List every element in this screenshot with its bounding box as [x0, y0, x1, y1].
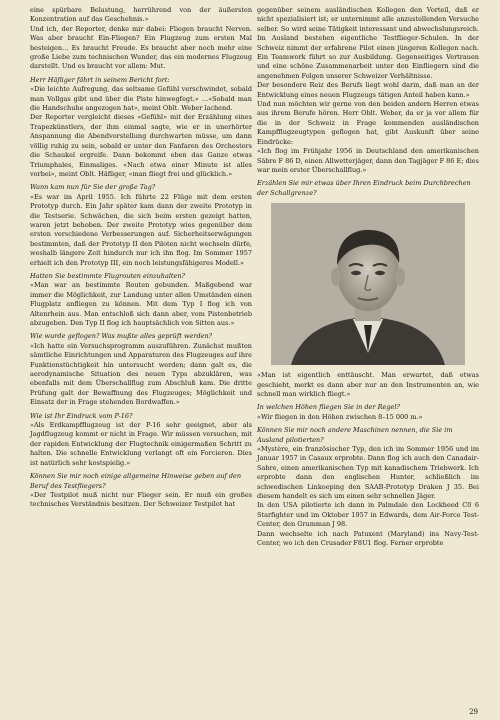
paragraph: «Der Testpilot muß nicht nur Flieger sein. Er muß ein großes technisches Verständnis besitzen. Der Schweizer Testpilot hat [30, 490, 252, 509]
paragraph: «Man ist eigentlich enttäuscht. Man erwartet, daß etwas geschieht, merkt es dann aber nur an den Instrumenten an, wie schnell man wirklich fliegt.» [257, 371, 479, 398]
question-heading: Wann kam nun für Sie der große Tag? [30, 183, 156, 192]
paragraph: Und ich, der Reporter, denke mir dabei: Fliegen braucht Nerven. Was aber braucht Ein-Fliegen? Ein Flugzeug zum ersten Mal besteigen… Es braucht Freude. Es braucht aber noch mehr eine große Liebe zum technischen Wunder, das ein modernes Flugzeug darstellt. Und es braucht vor allem: Mut. [30, 24, 252, 71]
page-number: 29 [469, 708, 478, 716]
paragraph: «Als Erdkampfflugzeug ist der P-16 sehr geeignet, aber als Jagdflugzeug kommt er nicht in Frage. Wir müssen versuchen, mit der rapiden Entwicklung der Flugtechnik einigermaßen Schritt zu halten. Die schnelle Entwicklung verlangt oft ein Forcieren. Dies ist natürlich sehr kostspielig.» [30, 421, 252, 467]
portrait-photo [271, 203, 465, 365]
question-heading: Wie ist Ihr Eindruck vom P-16? [30, 411, 133, 420]
left-column [30, 6, 252, 510]
paragraph: «Wir fliegen in den Höhen zwischen 8–15 000 m.» [257, 412, 423, 421]
paragraph: «Man war an bestimmte Routen gebunden. Maßgebend war immer die Möglichkeit, zur Landung unter allen Umständen einen Flugplatz anfliegen zu können. Mit dem Typ I flog ich von Altenrhein aus. Man entschloß sich dann aber, vom Pistenbetrieb abzugeben. Den Typ II flog ich hauptsächlich von Sitten aus.» [30, 281, 252, 327]
question-heading: Erzählen Sie mir etwas über Ihren Eindruck beim Durchbrechen der Schallgrenze? [257, 179, 471, 197]
question-heading: Herr Häfliger fährt in seinem Bericht fort: [30, 75, 170, 84]
question-heading: Hatten Sie bestimmte Flugrouten einzuhalten? [30, 271, 186, 280]
right-column-bottom [257, 371, 479, 548]
paragraph: «Es war im April 1955. Ich führte 22 Flüge mit dem ersten Prototyp durch. Ein Jahr später kam dann der zweite Prototyp in die Testserie. Schwächen, die sich beim ersten gezeigt hatten, waren jetzt behoben. Der zweite Prototyp wies gegenüber dem ersten verschiedene Verbesserungen auf. Sicherheitserwägungen bestimmten, daß der Prototyp II den Piloten nicht wechseln dürfe, weshalb längere Zeit hindurch nur ich ihn flog. Im Sommer 1957 erhielt ich den Prototyp III, ein noch leistungsfähigeres Modell.» [30, 192, 252, 267]
paragraph: Dann wechselte ich nach Patuxent (Maryland) ins Navy-Test-Center, wo ich den Crusader F8U1 flog. Ferner erprobte [257, 529, 479, 548]
paragraph: Der Reporter vergleicht dieses «Gefühl» mit der Erzählung eines Trapezkünstlers, der ihm einmal sagte, wie er in unerhörter Anspannung die Abendvorstellung durchwarten müsse, um dann völlig ruhig zu sein, sobald er unter den Fanfaren des Orchesters die Schaukel ergreife. Dann bekommt eben das Ganze etwas Triumphales, Einmaliges. «Nach etwa einer Minute ist alles vorbei», meint Oblt. Häfliger, «man fliegt frei und glücklich.» [30, 113, 252, 178]
portrait-icon [271, 203, 465, 365]
question-heading: Können Sie mir noch andere Maschinen nennen, die Sie im Ausland pilotierten? [257, 426, 453, 444]
question-heading: Können Sie mir noch einige allgemeine Hinweise geben auf den Beruf des Testfliegers? [30, 472, 242, 490]
right-column-top [257, 6, 479, 198]
paragraph: Der besondere Reiz des Berufs liegt wohl darin, daß man an der Entwicklung eines neuen Flugzeugs tätigen Anteil haben kann.» [257, 81, 479, 99]
question-heading: In welchen Höhen fliegen Sie in der Regel? [257, 403, 400, 412]
paragraph: eine spürbare Belastung, herrührend von der äußersten Konzentration auf das Geschehnis.» [30, 6, 252, 24]
paragraph: gegenüber seinem ausländischen Kollegen den Vorteil, daß er nicht spezialisiert ist; er unternimmt alle anzustellenden Versuche selber. So wird seine Tätigkeit interessant und abwechslungsreich. Im Ausland bestehen eigentliche Testflieger-Schulen. In der Schweiz nimmt der erfahrene Pilot einen jüngeren Kollegen nach. Ein Teamwork führt so zur Ausbildung. Gegenseitiges Vertrauen und eine schöne Zusammenarbeit unter den Einfliegern sind die angenehmen Folgen unserer Schweizer Verhältnisse. [257, 6, 479, 80]
paragraph: «Mystère, ein französischer Typ, den ich im Sommer 1956 und im Januar 1957 in Casaux erprobte. Dann flog ich auch den Canadair-Sabre, einen amerikanischen Typ mit kanadischem Triebwerk. Ich erprobte dann den englischen Hunter, schließlich im schwedischen Linkoeping den SAAB-Prototyp Draken J 35. Bei diesem handelt es sich um einen sehr schnellen Jäger. [257, 444, 479, 500]
paragraph: In den USA pilotierte ich dann in Palmdale den Lockheed C0 6 Starfighter und im Oktober 1957 in Edwards, dem Air-Force Test-Center, den Grumman J 98. [257, 501, 479, 529]
paragraph: «Die leichte Aufregung, das seltsame Gefühl verschwindet, sobald man Vollgas gibt und über die Piste hinwegfegt.» …«Sobald man die Handschuhe angezogen hat», meint Oblt. Weber lachend. [30, 85, 252, 113]
paragraph: «Ich hatte ein Versuchsprogramm auszuführen. Zunächst mußten sämtliche Einrichtungen und Apparaturen des Flugzeuges auf ihre Funktionstüchtigkeit hin untersucht werden; dann galt es, die aerodynamische Situation des neuen Typs abzuklären, was ebenfalls mit dem Überschallflug zum Abschluß kam. Die dritte Prüfung galt der Bewaffnung des Flugzeuges; Möglichkeit und Einsatz der in Frage stehenden Bordwaffen.» [30, 341, 252, 407]
paragraph: Und nun möchten wir gerne von den beiden andern Herren etwas aus ihrem Berufe hören. Herr Oblt. Weber, da er ja vor allem für die in der Schweiz in Frage kommenden ausländischen Kampfflugzeugtypen geflogen hat, gibt Auskunft über seine Eindrücke: [257, 100, 479, 146]
right-column [257, 6, 479, 548]
paragraph: «Ich flog im Frühjahr 1956 in Deutschland den amerikanischen Säbre F 86 D, einen Allwetterjäger, dann den Tagjäger F 86 E; dies war mein erster Überschallflug.» [257, 147, 479, 174]
question-heading: Wie wurde geflogen? Was mußte alles geprüft werden? [30, 332, 213, 341]
